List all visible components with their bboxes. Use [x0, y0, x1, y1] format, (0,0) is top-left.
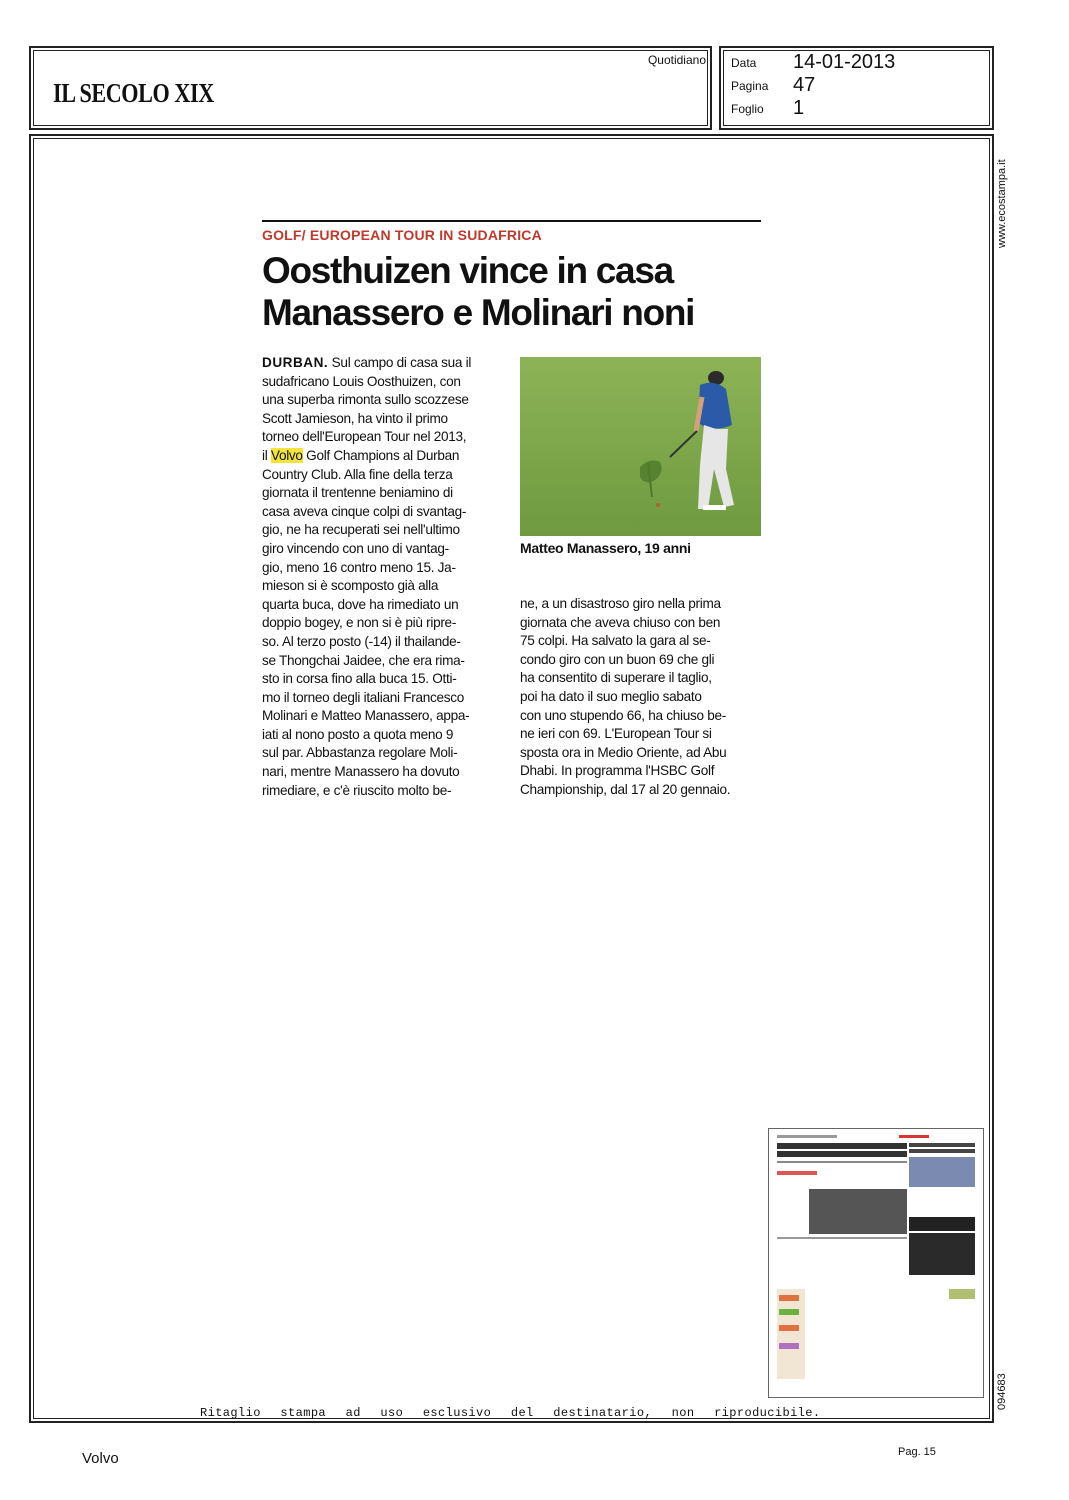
body-line: giornata il trentenne beniamino di [262, 485, 453, 501]
publication-type: Quotidiano [647, 53, 706, 67]
source-url: www.ecostampa.it [996, 159, 1008, 248]
body-line: Championship, dal 17 al 20 gennaio. [520, 781, 731, 797]
body-line: Country Club. Alla fine della terza [262, 466, 453, 482]
data-label: Data [731, 56, 757, 70]
body-line: mo il torneo degli italiani Francesco [262, 689, 464, 705]
body-line: gio, ne ha recuperati sei nell'ultimo [262, 522, 460, 538]
clipping-disclaimer: Ritaglio stampa ad uso esclusivo del destinatario, non riproducibile. [200, 1406, 821, 1420]
article-column-2 [520, 595, 768, 800]
body-line: il Volvo Golf Champions al Durban [262, 447, 460, 463]
body-line: so. Al terzo posto (-14) il thailande- [262, 633, 461, 649]
body-line: una superba rimonta sullo scozzese [262, 392, 469, 408]
body-line: sposta ora in Medio Oriente, ad Abu [520, 744, 727, 760]
body-line: casa aveva cinque colpi di svantag- [262, 503, 467, 519]
body-line: 75 colpi. Ha salvato la gara al se- [520, 633, 711, 649]
photo-caption: Matteo Manassero, 19 anni [520, 540, 691, 556]
headline-line-1: Oosthuizen vince in casa [262, 250, 673, 291]
article-column-1 [262, 354, 510, 800]
body-line: sul par. Abbastanza regolare Moli- [262, 745, 458, 761]
body-line: con uno stupendo 66, ha chiuso be- [520, 707, 726, 723]
body-line: iati al nono posto a quota meno 9 [262, 726, 454, 742]
body-line: quarta buca, dove ha rimediato un [262, 596, 459, 612]
body-line: gio, meno 16 contro meno 15. Ja- [262, 559, 456, 575]
body-line: sto in corsa fino alla buca 15. Otti- [262, 671, 457, 687]
pagina-value: 47 [793, 74, 816, 96]
page-thumbnail [768, 1128, 984, 1398]
article-kicker: GOLF/ EUROPEAN TOUR IN SUDAFRICA [262, 227, 542, 243]
body-line: ha consentito di superare il taglio, [520, 670, 712, 686]
body-line: doppio bogey, e non si è più ripre- [262, 615, 457, 631]
headline-line-2: Manassero e Molinari noni [262, 292, 695, 333]
article-headline [262, 250, 782, 334]
masthead-title: IL SECOLO XIX [53, 78, 214, 108]
body-line: Dhabi. In programma l'HSBC Golf [520, 763, 715, 779]
clipping-code: 094683 [996, 1373, 1008, 1410]
dateline: DURBAN. [262, 355, 329, 370]
body-line: giro vincendo con uno di vantag- [262, 540, 449, 556]
pagina-label: Pagina [731, 79, 769, 93]
foglio-value: 1 [793, 97, 805, 119]
foglio-label: Foglio [731, 102, 764, 116]
body-line: sudafricano Louis Oosthuizen, con [262, 373, 461, 389]
body-line: Scott Jamieson, ha vinto il primo [262, 410, 448, 426]
page-number: Pag. 15 [898, 1446, 936, 1458]
data-value: 14-01-2013 [793, 51, 896, 73]
body-line: ne ieri con 69. L'European Tour si [520, 726, 712, 742]
masthead-box [29, 46, 712, 130]
body-line: giornata che aveva chiuso con ben [520, 614, 721, 630]
body-line: condo giro con un buon 69 che gli [520, 651, 715, 667]
body-line: rimediare, e c'è riuscito molto be- [262, 782, 452, 798]
body-line: mieson si è scomposto già alla [262, 578, 439, 594]
golfer-photo [520, 357, 761, 536]
body-line: Molinari e Matteo Manassero, appa- [262, 708, 470, 724]
body-line: torneo dell'European Tour nel 2013, [262, 429, 467, 445]
body-line: poi ha dato il suo meglio sabato [520, 688, 702, 704]
client-label: Volvo [82, 1450, 119, 1467]
body-line: ne, a un disastroso giro nella prima [520, 596, 721, 611]
body-line: se Thongchai Jaidee, che era rima- [262, 652, 465, 668]
meta-box [719, 46, 994, 130]
highlighted-keyword: Volvo [270, 447, 303, 463]
body-line: DURBAN. Sul campo di casa sua il [262, 355, 472, 370]
article-top-rule [262, 220, 761, 222]
body-line: nari, mentre Manassero ha dovuto [262, 764, 460, 780]
